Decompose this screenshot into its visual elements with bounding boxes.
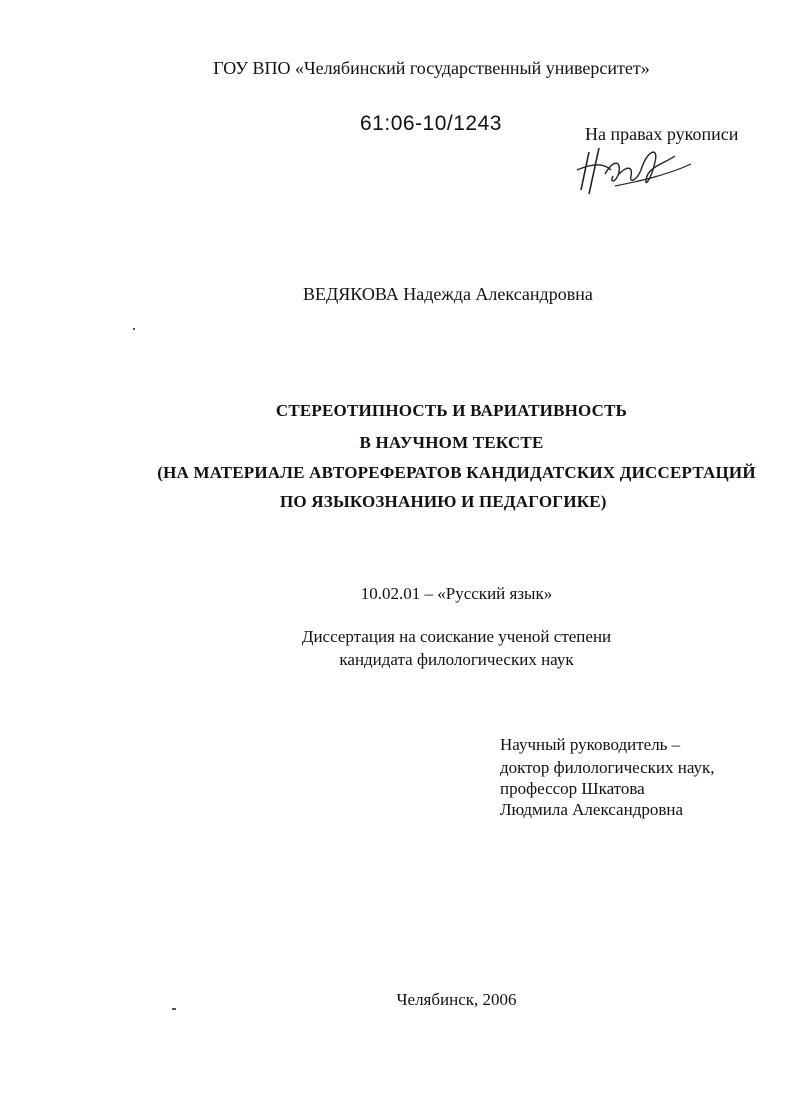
scan-speck — [133, 328, 135, 330]
advisor-line-2: доктор филологических наук, — [500, 758, 715, 777]
city-year: Челябинск, 2006 — [396, 990, 517, 1009]
dissertation-subtitle-line-2: ПО ЯЗЫКОЗНАНИЮ И ПЕДАГОГИКЕ) — [280, 492, 607, 511]
handwritten-signature — [575, 140, 695, 200]
advisor-line-4: Людмила Александровна — [500, 800, 684, 819]
specialty-code: 10.02.01 – «Русский язык» — [360, 584, 553, 603]
institution-name: ГОУ ВПО «Челябинский государственный университет» — [213, 58, 650, 78]
catalog-code: 61:06-10/1243 — [360, 112, 502, 135]
advisor-line-1: Научный руководитель – — [500, 735, 681, 754]
scan-speck — [172, 1008, 176, 1010]
dissertation-title-line-1: СТЕРЕОТИПНОСТЬ И ВАРИАТИВНОСТЬ — [275, 401, 628, 420]
manuscript-rights-label: На правах рукописи — [585, 124, 739, 144]
dissertation-title-line-2: В НАУЧНОМ ТЕКСТЕ — [359, 433, 544, 452]
dissertation-subtitle-line-1: (НА МАТЕРИАЛЕ АВТОРЕФЕРАТОВ КАНДИДАТСКИХ ДИССЕРТАЦИЙ — [157, 463, 756, 482]
degree-line-2: кандидата филологических наук — [339, 650, 574, 669]
advisor-line-3: профессор Шкатова — [500, 779, 645, 798]
degree-line-1: Диссертация на соискание ученой степени — [301, 627, 612, 646]
author-name: ВЕДЯКОВА Надежда Александровна — [303, 284, 593, 304]
